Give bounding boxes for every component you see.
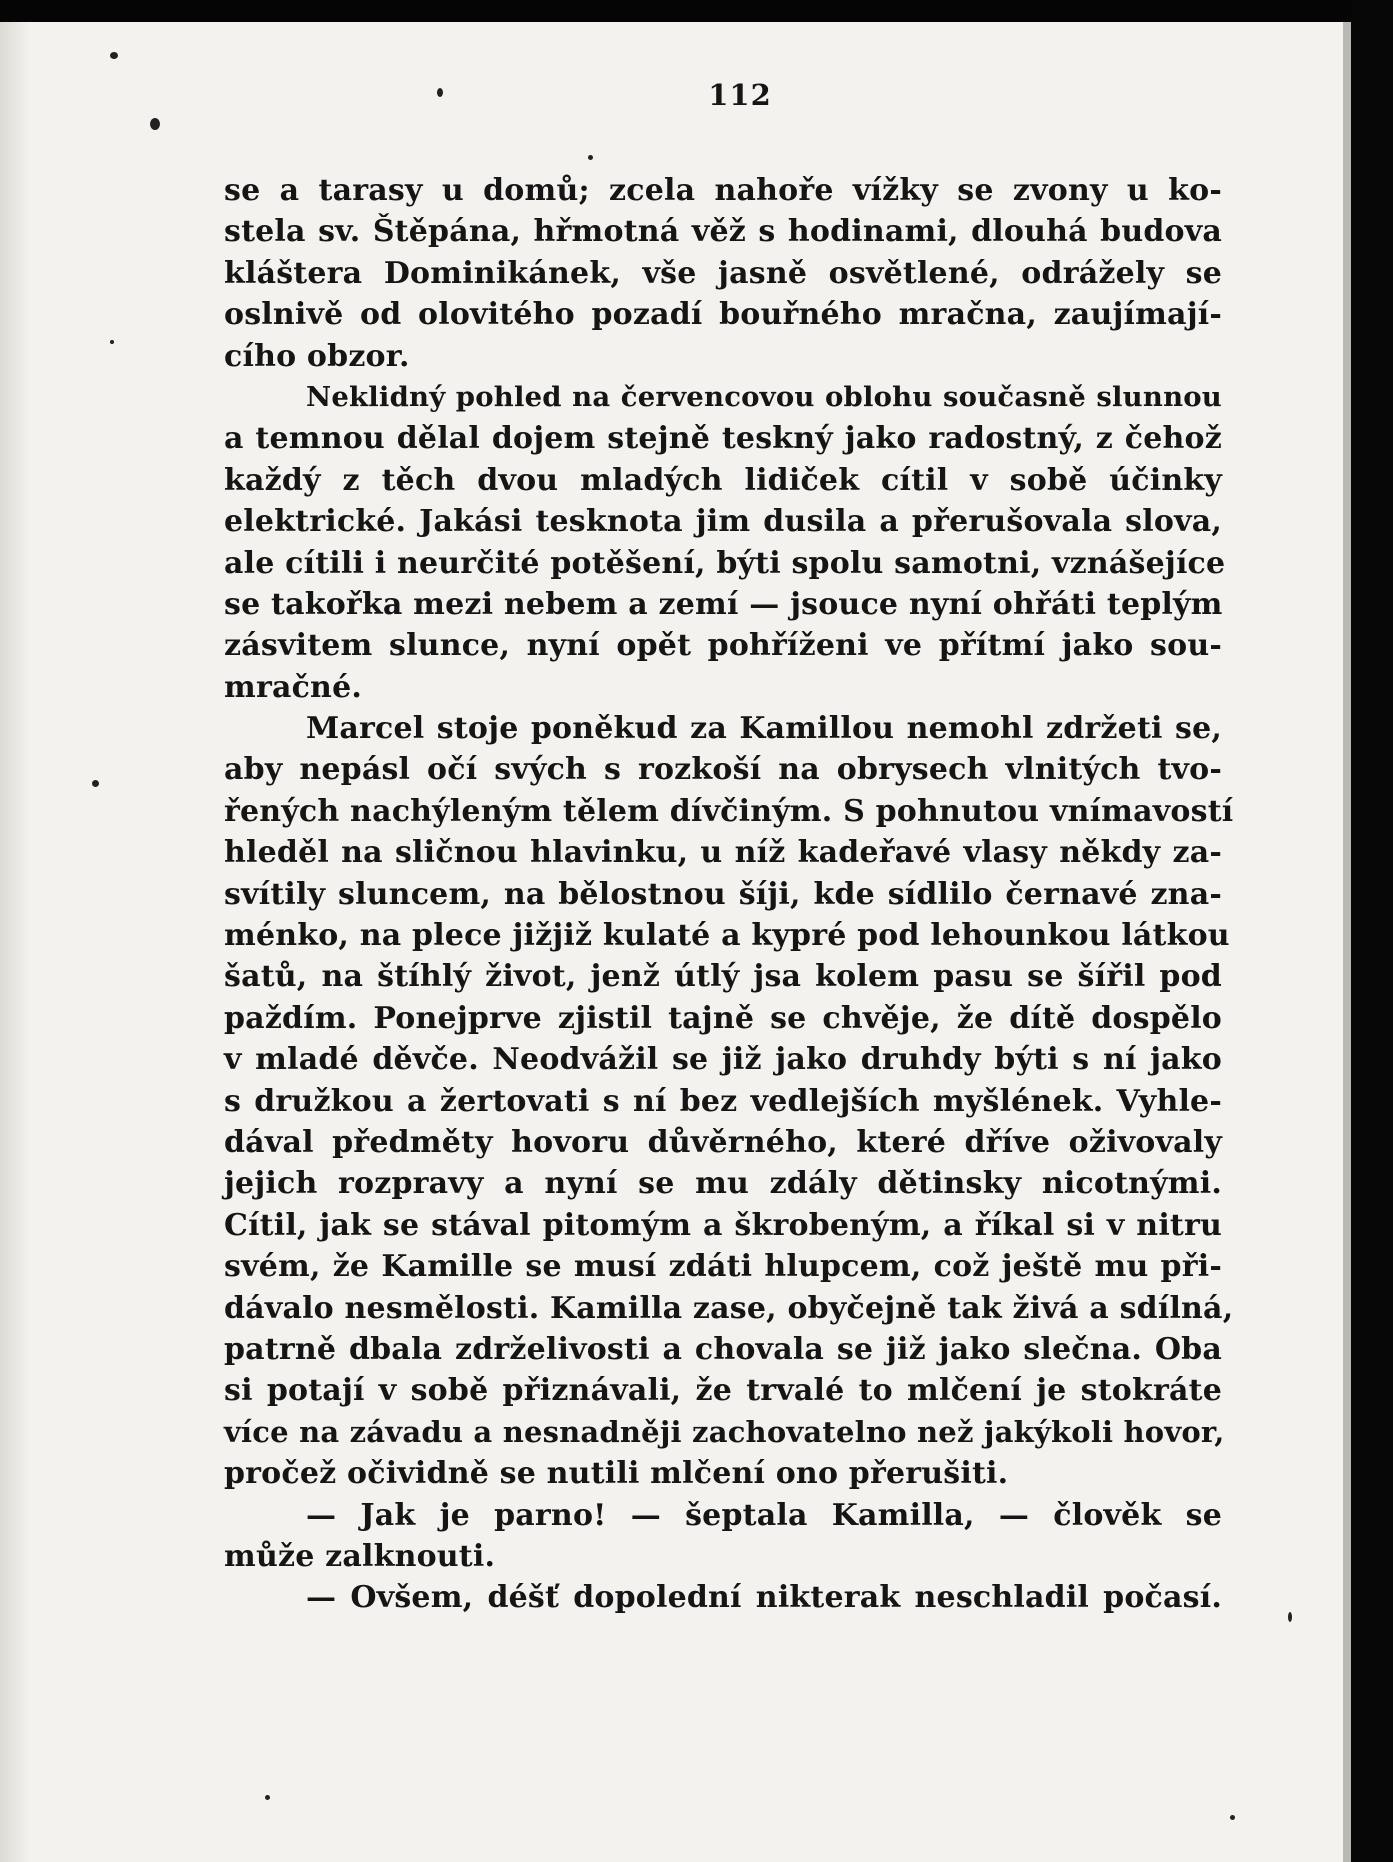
text-line: více na závadu a nesnadněji zachovatelno než jakýkoli hovor, xyxy=(224,1414,1225,1449)
scan-gutter-shadow xyxy=(0,22,30,1862)
text-line: šatů, na štíhlý život, jenž útlý jsa kolem pasu se šířil pod xyxy=(224,959,1222,995)
text-line: každý z těch dvou mladých lidiček cítil v sobě účinky xyxy=(224,462,1222,498)
text-line: pročež očividně se nutili mlčení ono přerušiti. xyxy=(224,1456,1009,1492)
text-line: se a tarasy u domů; zcela nahoře vížky se zvony u ko- xyxy=(224,173,1222,208)
text-line: ménko, na plece jižjiž kulaté a kypré pod lehounkou látkou xyxy=(224,918,1230,954)
text-line: s družkou a žertovati s ní bez vedlejších myšlének. Vyhle- xyxy=(224,1083,1222,1119)
text-line: Neklidný pohled na červencovou oblohu současně slunnou xyxy=(306,380,1222,413)
text-line: může zalknouti. xyxy=(224,1538,496,1574)
scan-speck xyxy=(588,155,593,160)
scan-border-right xyxy=(1351,0,1393,1862)
text-line: Cítil, jak se stával pitomým a škrobeným, a říkal si v nitru xyxy=(224,1207,1222,1243)
text-line: a temnou dělal dojem stejně teskný jako radostný, z čehož xyxy=(224,421,1222,457)
text-line: oslnivě od olovitého pozadí bouřného mračna, zaujímají- xyxy=(224,297,1222,333)
scan-speck xyxy=(110,340,114,344)
text-line: dávalo nesmělosti. Kamilla zase, obyčejně tak živá a sdílná, xyxy=(224,1290,1234,1326)
scan-speck xyxy=(110,52,118,59)
text-line: paždím. Ponejprve zjistil tajně se chvěje, že dítě dospělo xyxy=(224,1000,1222,1036)
text-line: mračné. xyxy=(224,669,362,705)
body-text xyxy=(224,170,1234,1619)
text-line: — Jak je parno! — šeptala Kamilla, — člověk se xyxy=(306,1497,1222,1533)
scan-speck xyxy=(1288,1612,1292,1622)
text-line: svítily sluncem, na bělostnou šíji, kde sídlilo černavé zna- xyxy=(224,876,1222,912)
text-line: zásvitem slunce, nyní opět pohříženi ve přítmí jako sou- xyxy=(224,628,1222,664)
text-line: kláštera Dominikánek, vše jasně osvětlené, odrážely se xyxy=(224,255,1222,291)
text-line: dával předměty hovoru důvěrného, které dříve oživovaly xyxy=(224,1124,1222,1160)
text-line: elektrické. Jakási tesknota jim dusila a přerušovala slova, xyxy=(224,504,1222,540)
text-line: v mladé děvče. Neodvážil se již jako druhdy býti s ní jako xyxy=(224,1042,1222,1078)
scan-page-edge xyxy=(1343,22,1351,1862)
text-line: patrně dbala zdrželivosti a chovala se již jako slečna. Oba xyxy=(224,1331,1222,1367)
text-line: jejich rozpravy a nyní se mu zdály dětinsky nicotnými. xyxy=(224,1166,1222,1202)
text-line: aby nepásl očí svých s rozkoší na obrysech vlnitých tvo- xyxy=(224,752,1222,788)
scan-border-top xyxy=(0,0,1393,22)
text-line: hleděl na sličnou hlavinku, u níž kadeřavé vlasy někdy za- xyxy=(224,835,1222,871)
text-line: Marcel stoje poněkud za Kamillou nemohl zdržeti se, xyxy=(306,711,1222,747)
text-line: svém, že Kamille se musí zdáti hlupcem, což ještě mu při- xyxy=(224,1249,1222,1285)
text-line: ale cítili i neurčité potěšení, býti spolu samotni, vznášejíce xyxy=(224,545,1226,581)
text-line: se takořka mezi nebem a zemí — jsouce nyní ohřáti teplým xyxy=(224,586,1223,622)
text-line: cího obzor. xyxy=(224,338,410,374)
scan-speck xyxy=(265,1795,270,1800)
scan-speck xyxy=(150,118,160,130)
page-number: 112 xyxy=(708,78,772,112)
scan-speck xyxy=(437,88,443,97)
scan-speck xyxy=(92,780,99,787)
text-line: stela sv. Štěpána, hřmotná věž s hodinami, dlouhá budova xyxy=(224,214,1222,250)
text-line: řených nachýleným tělem dívčiným. S pohnutou vnímavostí xyxy=(224,793,1234,829)
text-line: si potají v sobě přiznávali, že trvalé to mlčení je stokráte xyxy=(224,1373,1222,1409)
scan-speck xyxy=(1230,1815,1235,1820)
text-line: — Ovšem, déšť dopolední nikterak neschladil počasí. xyxy=(306,1580,1222,1616)
